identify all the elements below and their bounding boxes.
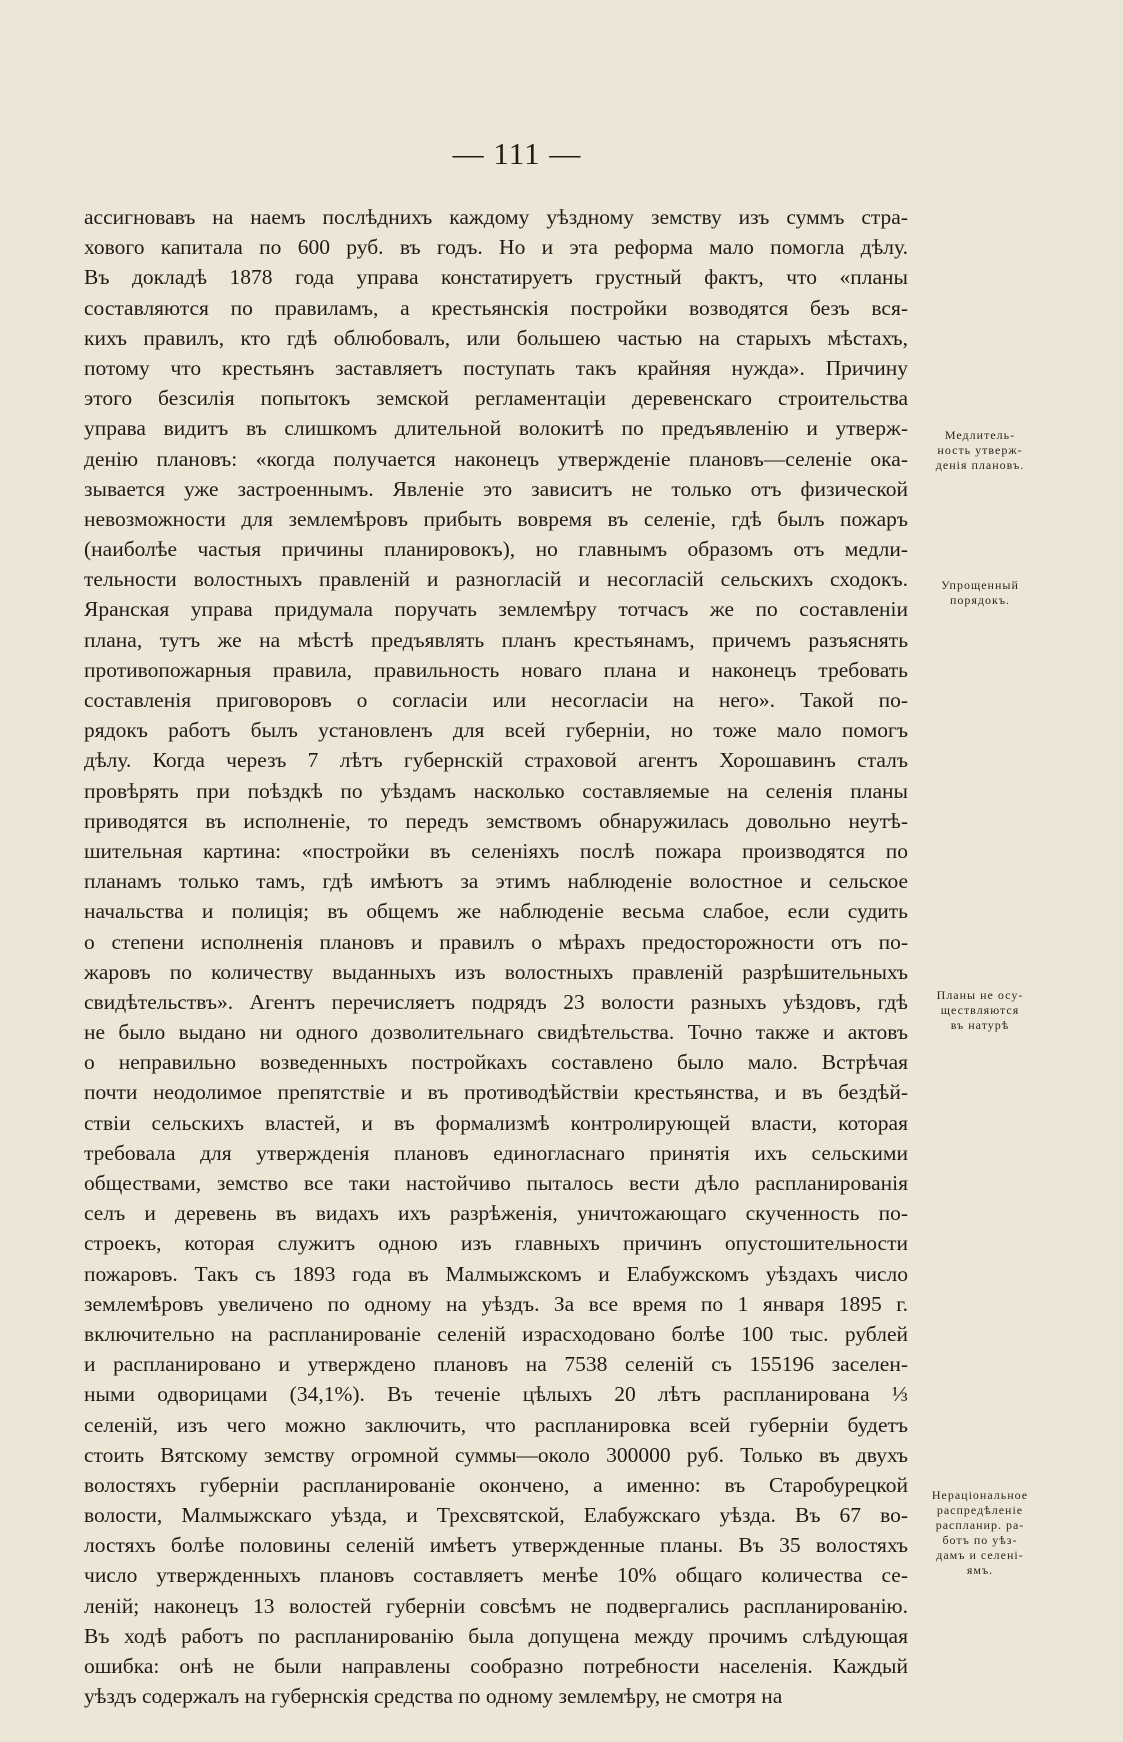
text-line: число утвержденныхъ плановъ составляетъ менѣе 10% общаго количества се- (84, 1563, 908, 1588)
text-line: стоить Вятскому земству огромной суммы—около 300000 руб. Только въ двухъ (84, 1442, 908, 1467)
marginal-note-line: денія плановъ. (935, 458, 1025, 472)
text-line: свидѣтельствъ». Агентъ перечисляетъ подрядъ 23 волости разныхъ уѣздовъ, гдѣ (84, 989, 908, 1014)
text-line: требовала для утвержденія плановъ единогласнаго принятія ихъ сельскими (84, 1140, 908, 1165)
marginal-note-line: ществляются (940, 1003, 1020, 1017)
text-line: волости, Малмыжскаго уѣзда, и Трехсвятской, Елабужскаго уѣзда. Въ 67 во- (84, 1503, 908, 1528)
text-line: начальства и полиція; въ общемъ же наблюденіе весьма слабое, если судить (84, 899, 908, 924)
text-line: составленія приговоровъ о согласіи или несогласіи на него». Такой по- (84, 688, 908, 712)
marginal-note-line: Планы не осу- (936, 988, 1024, 1002)
text-line: не было выдано ни одного дозволительнаго свидѣтельства. Точно также и актовъ (84, 1020, 908, 1045)
marginal-note-line: распредѣленіе (936, 1503, 1024, 1517)
marginal-note-line: ямъ. (966, 1563, 994, 1577)
text-line: Яранская управа придумала поручать землемѣру тотчасъ же по составленіи (84, 597, 908, 622)
text-line: приводятся въ исполненіе, то передъ земствомъ обнаружилась довольно неутѣ- (84, 808, 908, 833)
text-line: строекъ, которая служитъ одною изъ главныхъ причинъ опустошительности (84, 1231, 908, 1256)
text-line: пожаровъ. Такъ съ 1893 года въ Малмыжскомъ и Елабужскомъ уѣздахъ число (84, 1261, 908, 1286)
marginal-note-line: въ натурѣ (950, 1018, 1010, 1032)
text-line: управа видитъ въ слишкомъ длительной волокитѣ по предъявленію и утверж- (84, 416, 908, 441)
marginal-note-line: Медлитель- (944, 428, 1016, 442)
text-line: Въ ходѣ работъ по распланированію была допущена между прочимъ слѣдующая (84, 1623, 908, 1648)
text-line: денію плановъ: «когда получается наконецъ утвержденіе плановъ—селеніе ока- (84, 446, 908, 471)
text-line: планамъ только тамъ, гдѣ имѣютъ за этимъ наблюденіе волостное и сельское (84, 869, 908, 894)
text-line: леній; наконецъ 13 волостей губерніи совсѣмъ не подвергались распланированію. (84, 1593, 908, 1618)
marginal-note-simplified-procedure (910, 578, 1050, 608)
text-line: и распланировано и утверждено плановъ на 7538 селеній съ 155196 заселен- (84, 1352, 908, 1377)
text-line: ными одворицами (34,1%). Въ теченіе цѣлыхъ 20 лѣтъ распланирована ⅓ (84, 1382, 908, 1407)
marginal-note-line: Упрощенный (941, 578, 1019, 592)
marginal-note-line: ботъ по уѣз- (942, 1533, 1018, 1547)
marginal-note-slow-approval (910, 428, 1050, 473)
text-line: о неправильно возведенныхъ постройкахъ составлено было мало. Встрѣчая (84, 1050, 908, 1075)
marginal-note-irrational-distribution (910, 1488, 1050, 1578)
text-line: составляются по правиламъ, а крестьянскія постройки возводятся безъ вся- (84, 295, 908, 320)
text-line: ствіи сельскихъ властей, и въ формализмѣ контролирующей власти, которая (84, 1110, 908, 1135)
text-line: дѣлу. Когда черезъ 7 лѣтъ губернскій страховой агентъ Хорошавинъ сталъ (84, 748, 908, 773)
text-line: лостяхъ болѣе половины селеній имѣетъ утвержденные планы. Въ 35 волостяхъ (84, 1533, 908, 1558)
marginal-note-line: распланир. ра- (935, 1518, 1025, 1532)
text-line: Въ докладѣ 1878 года управа констатируетъ грустный фактъ, что «планы (84, 265, 908, 290)
text-line: шительная картина: «постройки въ селеніяхъ послѣ пожара производятся по (84, 838, 908, 863)
text-line: кихъ правилъ, кто гдѣ облюбовалъ, или большею частью на старыхъ мѣстахъ, (84, 325, 908, 350)
page-number: — 111 — (452, 136, 582, 171)
text-line: потому что крестьянъ заставляетъ поступать такъ крайняя нужда». Причину (84, 355, 908, 380)
text-line: включительно на распланированіе селеній израсходовано болѣе 100 тыс. рублей (84, 1321, 908, 1346)
text-line: ассигновавъ на наемъ послѣднихъ каждому уѣздному земству изъ суммъ стра- (84, 205, 908, 229)
text-line: обществами, земство все таки настойчиво пыталось вести дѣло распланированія (84, 1171, 908, 1195)
text-line: провѣрять при поѣздкѣ по уѣздамъ насколько составляемые на селенія планы (84, 778, 908, 803)
marginal-note-line: порядокъ. (949, 593, 1011, 607)
text-line: ошибка: онѣ не были направлены сообразно потребности населенія. Каждый (84, 1654, 908, 1678)
text-line: волостяхъ губерніи распланированіе окончено, а именно: въ Старобурецкой (84, 1472, 908, 1497)
text-line: хового капитала по 600 руб. въ годъ. Но и эта реформа мало помогла дѣлу. (84, 235, 908, 260)
text-line: жаровъ по количеству выданныхъ изъ волостныхъ правленій разрѣшительныхъ (84, 959, 908, 984)
text-line: этого безсилія попытокъ земской регламентаціи деревенскаго строительства (84, 386, 908, 411)
text-line: невозможности для землемѣровъ прибыть вовремя въ селеніе, гдѣ былъ пожаръ (84, 506, 908, 531)
text-line: селъ и деревень въ видахъ ихъ разрѣженія, уничтожающаго скученность по- (84, 1201, 908, 1226)
text-line: плана, тутъ же на мѣстѣ предъявлять планъ крестьянамъ, причемъ разъяснять (84, 627, 908, 652)
text-line: тельности волостныхъ правленій и разногласій и несогласій сельскихъ сходокъ. (84, 567, 908, 592)
marginal-note-line: ность утверж- (937, 443, 1023, 457)
marginal-note-line: дамъ и селені- (936, 1548, 1024, 1562)
marginal-note-line: Нераціональное (931, 1488, 1029, 1502)
text-line: зывается уже застроеннымъ. Явленіе это зависитъ не только отъ физической (84, 476, 908, 501)
text-line: уѣздъ содержалъ на губернскія средства по одному землемѣру, не смотря на (84, 1684, 783, 1709)
text-line: селеній, изъ чего можно заключить, что распланировка всей губерніи будетъ (84, 1412, 908, 1437)
text-line: противопожарныя правила, правильность новаго плана и наконецъ требовать (84, 657, 908, 682)
text-line: рядокъ работъ былъ установленъ для всей губерніи, но тоже мало помогъ (84, 718, 908, 743)
text-line: почти неодолимое препятствіе и въ противодѣйствіи крестьянства, и въ бездѣй- (84, 1080, 908, 1105)
text-line: о степени исполненія плановъ и правилъ о мѣрахъ предосторожности отъ по- (84, 929, 908, 954)
body-text (84, 202, 908, 1711)
marginal-note-plans-not-implemented (910, 988, 1050, 1033)
text-line: (наиболѣе частыя причины планировокъ), но главнымъ образомъ отъ медли- (84, 537, 908, 562)
text-line: землемѣровъ увеличено по одному на уѣздъ. За все время по 1 января 1895 г. (84, 1291, 908, 1316)
